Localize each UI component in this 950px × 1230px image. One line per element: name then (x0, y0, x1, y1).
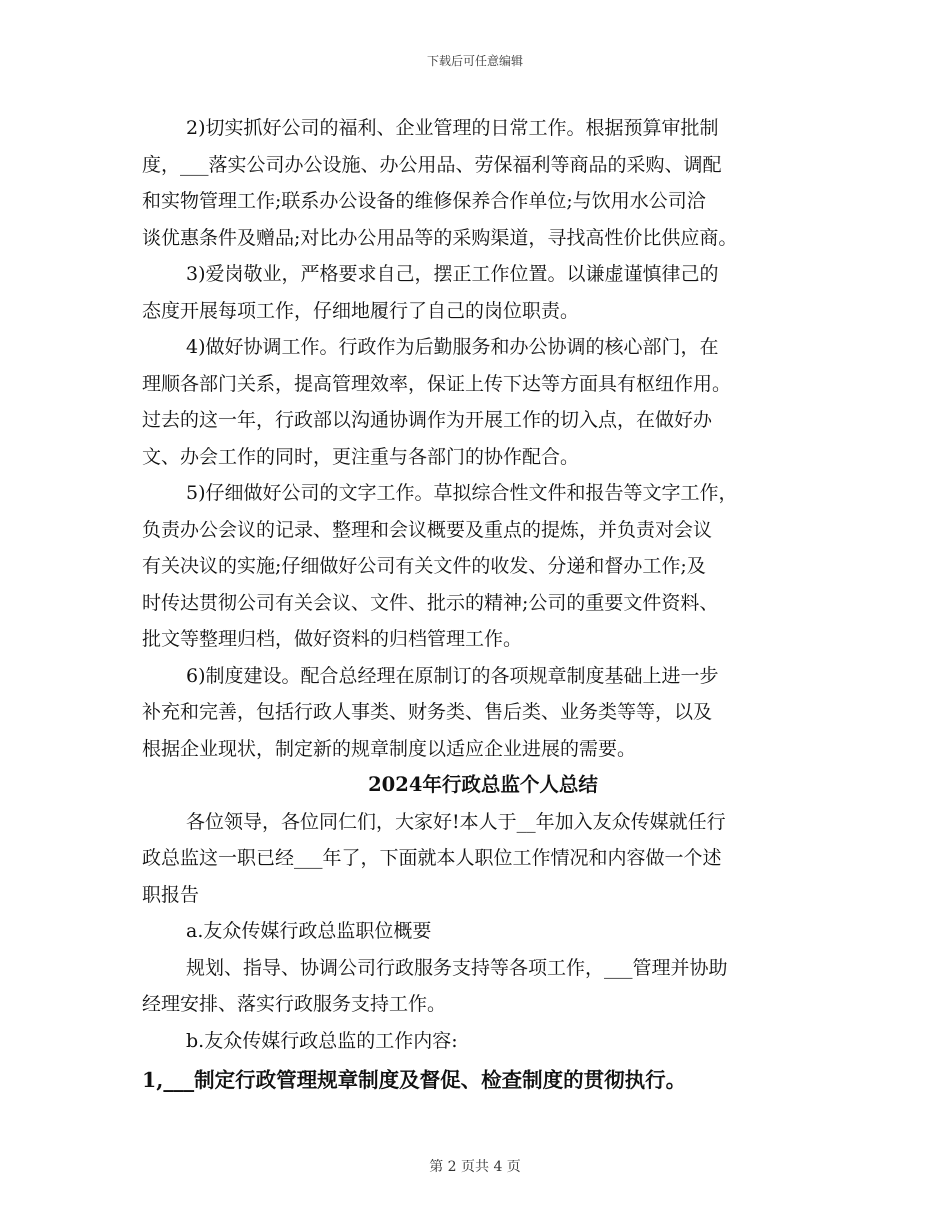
paragraph-line: 和实物管理工作;联系办公设备的维修保养合作单位;与饮用水公司洽 (142, 190, 706, 212)
paragraph-line: 负责办公会议的记录、整理和会议概要及重点的提炼，并负责对会议 (142, 518, 713, 541)
paragraph-line: 政总监这一职已经___年了，下面就本人职位工作情况和内容做一个述 (142, 847, 722, 869)
paragraph-line: 经理安排、落实行政服务支持工作。 (142, 993, 447, 1015)
paragraph-line: 度，___落实公司办公设施、办公用品、劳保福利等商品的采购、调配 (142, 153, 722, 176)
paragraph-line: 职报告 (142, 883, 200, 906)
paragraph-line: 谈优惠条件及赠品;对比办公用品等的采购渠道，寻找高性价比供应商。 (142, 226, 738, 249)
section-heading: 2024年行政总监个人总结 (368, 773, 598, 796)
bold-item-line: 1,___制定行政管理规章制度及督促、检查制度的贯彻执行。 (142, 1068, 687, 1092)
paragraph-line: 理顺各部门关系，提高管理效率，保证上传下达等方面具有枢纽作用。 (142, 372, 732, 395)
paragraph-line: 有关决议的实施;仔细做好公司有关文件的收发、分递和督办工作;及 (142, 555, 706, 577)
paragraph-line: 时传达贯彻公司有关会议、文件、批示的精神;公司的重要文件资料、 (142, 591, 719, 614)
paragraph-line: 各位领导，各位同仁们，大家好!本人于__年加入友众传媒就任行 (186, 810, 726, 833)
paragraph-line: 根据企业现状，制定新的规章制度以适应企业进展的需要。 (142, 737, 637, 760)
paragraph-line: 2)切实抓好公司的福利、企业管理的日常工作。根据预算审批制 (186, 117, 719, 139)
paragraph-line: 4)做好协调工作。行政作为后勤服务和办公协调的核心部门，在 (186, 336, 719, 358)
paragraph-line: 规划、指导、协调公司行政服务支持等各项工作，___管理并协助 (186, 956, 728, 979)
paragraph-line: a.友众传媒行政总监职位概要 (186, 920, 432, 942)
paragraph-line: b.友众传媒行政总监的工作内容: (186, 1029, 458, 1052)
page-footer: 第 2 页共 4 页 (429, 1159, 521, 1175)
paragraph-line: 文、办会工作的同时，更注重与各部门的协作配合。 (142, 445, 580, 468)
paragraph-line: 5)仔细做好公司的文字工作。草拟综合性文件和报告等文字工作， (186, 482, 738, 504)
document-body (142, 110, 814, 1099)
paragraph-line: 批文等整理归档，做好资料的归档管理工作。 (142, 628, 523, 650)
paragraph-line: 6)制度建设。配合总经理在原制订的各项规章制度基础上进一步 (186, 664, 719, 687)
paragraph-line: 过去的这一年，行政部以沟通协调作为开展工作的切入点，在做好办 (142, 409, 713, 431)
paragraph-line: 态度开展每项工作，仔细地履行了自己的岗位职责。 (142, 299, 580, 322)
page-header: 下载后可任意编辑 (426, 54, 523, 68)
paragraph-line: 补充和完善，包括行政人事类、财务类、售后类、业务类等等，以及 (142, 701, 713, 723)
paragraph-line: 3)爱岗敬业，严格要求自己，摆正工作位置。以谦虚谨慎律己的 (186, 263, 719, 285)
